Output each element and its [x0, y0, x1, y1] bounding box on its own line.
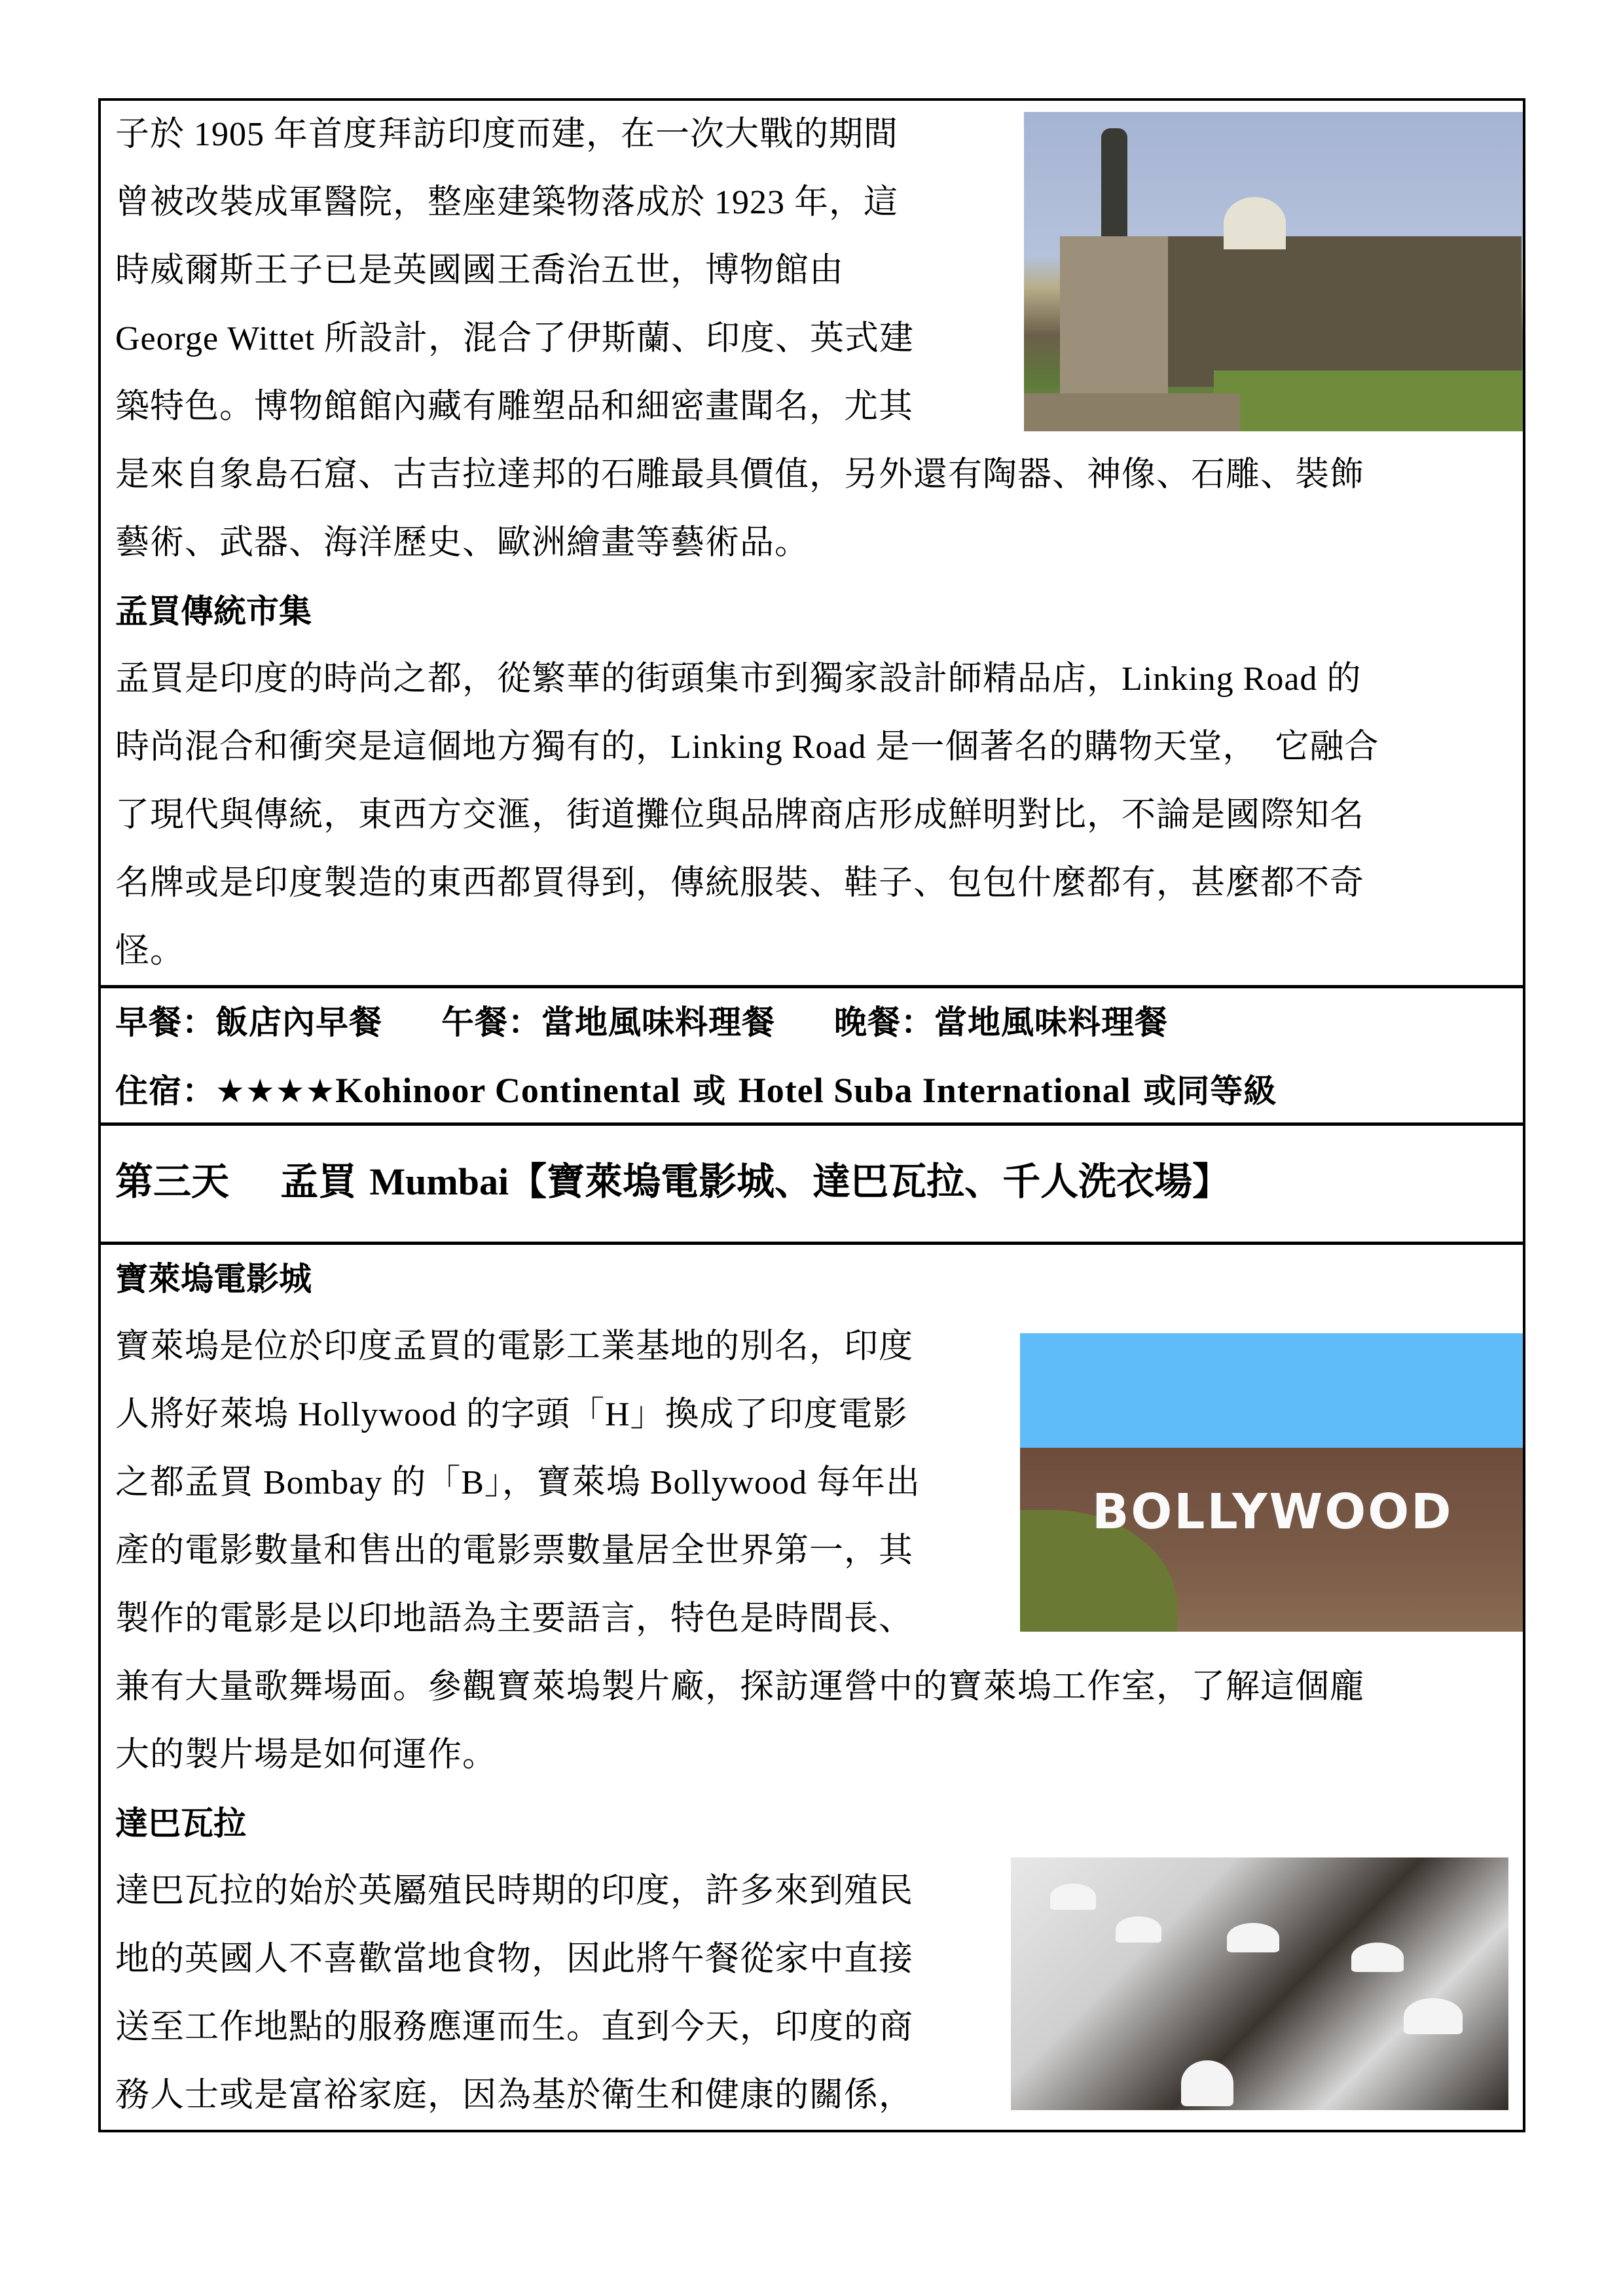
text-line: 人將好萊塢 Hollywood 的字頭「H」換成了印度電影: [115, 1396, 908, 1433]
hotel-suffix: 或同等級: [1131, 1072, 1277, 1110]
cap-shape: [1351, 1943, 1404, 1972]
text-line: 名牌或是印度製造的東西都買得到，傳統服裝、鞋子、包包什麼都有，甚麼都不奇: [115, 865, 1365, 902]
cap-shape: [1116, 1916, 1161, 1943]
day3-title: [115, 1126, 1508, 1237]
market-heading: 孟買傳統市集: [115, 592, 312, 630]
text-line: 怪。: [115, 933, 185, 970]
attractions-cell-day3: [101, 1245, 1523, 2130]
meals-line: [115, 988, 1508, 1056]
hotel-name-2: Hotel Suba International: [738, 1071, 1131, 1110]
text-line: 時威爾斯王子已是英國國王喬治五世，博物館由: [115, 252, 845, 289]
text-line: 送至工作地點的服務應運而生。直到今天，印度的商: [115, 2009, 914, 2046]
breakfast-label: 早餐：飯店內早餐: [115, 1003, 382, 1041]
hotel-or: 或: [680, 1072, 739, 1110]
hotel-prefix: 住宿：★★★★: [115, 1072, 336, 1110]
dinner-label: 晚餐：當地風味料理餐: [834, 1003, 1168, 1041]
day3-city-en: Mumbai: [369, 1160, 509, 1203]
text-line: 曾被改裝成軍醫院，整座建築物落成於 1923 年，這: [115, 184, 899, 221]
museum-lawn-shape: [1214, 370, 1523, 431]
dabbawala-block: [115, 1857, 1508, 2130]
text-line: 大的製片場是如何運作。: [115, 1736, 498, 1774]
text-line: 產的電影數量和售出的電影票數量居全世界第一，其: [115, 1532, 914, 1570]
text-line: 了現代與傳統，東西方交滙，街道攤位與品牌商店形成鮮明對比，不論是國際知名: [115, 797, 1365, 834]
itinerary-table: [98, 98, 1525, 2132]
text-line: 達巴瓦拉的始於英屬殖民時期的印度，許多來到殖民: [115, 1873, 914, 1910]
hotel-name-1: Kohinoor Continental: [335, 1071, 681, 1110]
museum-building-shape: [1129, 236, 1522, 387]
hotel-line: [115, 1056, 1508, 1124]
attractions-cell-day2: [101, 101, 1523, 988]
text-line: 時尚混合和衝突是這個地方獨有的，Linking Road 是一個著名的購物天堂， 它融合: [115, 728, 1379, 766]
text-line: 兼有大量歌舞場面。參觀寶萊塢製片廠，探訪運營中的寶萊塢工作室，了解這個龐: [115, 1668, 1365, 1706]
text-line: 藝術、武器、海洋歷史、歐洲繪畫等藝術品。: [115, 524, 810, 562]
statue-shape: [1101, 128, 1127, 236]
text-line: 築特色。博物館館內藏有雕塑品和細密畫聞名，尤其: [115, 388, 914, 425]
dabbawala-heading: 達巴瓦拉: [115, 1804, 246, 1842]
cap-shape: [1227, 1923, 1279, 1952]
text-line: 是來自象島石窟、古吉拉達邦的石雕最具價值，另外還有陶器、神像、石雕、裝飾: [115, 456, 1365, 493]
text-line: George Wittet 所設計，混合了伊斯蘭、印度、英式建: [115, 320, 915, 357]
museum-steps-shape: [1024, 393, 1240, 431]
dabbawala-photo: [1011, 1857, 1508, 2110]
text-line: 之都孟買 Bombay 的「B」，寶萊塢 Bollywood 每年出: [115, 1464, 921, 1501]
cap-shape: [1050, 1884, 1096, 1910]
text-line: 子於 1905 年首度拜訪印度而建，在一次大戰的期間: [115, 116, 899, 153]
bollywood-heading: 寶萊塢電影城: [115, 1260, 312, 1298]
bollywood-sign-photo: [1020, 1333, 1523, 1632]
lunch-label: 午餐：當地風味料理餐: [441, 1003, 775, 1041]
day3-itinerary: 【寶萊塢電影城、達巴瓦拉、千人洗衣場】: [509, 1159, 1231, 1204]
cap-shape: [1404, 1998, 1463, 2034]
day3-title-cell: [101, 1126, 1523, 1245]
museum-photo: [1024, 112, 1523, 431]
text-line: 務人士或是富裕家庭，因為基於衛生和健康的關係，: [115, 2077, 914, 2114]
text-line: 寶萊塢是位於印度孟買的電影工業基地的別名，印度: [115, 1328, 914, 1365]
meals-hotel-cell: [101, 988, 1523, 1126]
statue-pedestal-shape: [1060, 236, 1168, 406]
text-line: 製作的電影是以印地語為主要語言，特色是時間長、: [115, 1600, 914, 1638]
bollywood-sign-text: BOLLYWOOD: [1092, 1484, 1453, 1540]
museum-dome-shape: [1224, 197, 1286, 249]
text-line: 地的英國人不喜歡當地食物，因此將午餐從家中直接: [115, 1941, 914, 1978]
day3-label: 第三天 孟買: [115, 1159, 370, 1204]
text-line: 孟買是印度的時尚之都，從繁華的街頭集市到獨家設計師精品店，Linking Road 的: [115, 660, 1362, 698]
cap-shape: [1181, 2060, 1233, 2106]
